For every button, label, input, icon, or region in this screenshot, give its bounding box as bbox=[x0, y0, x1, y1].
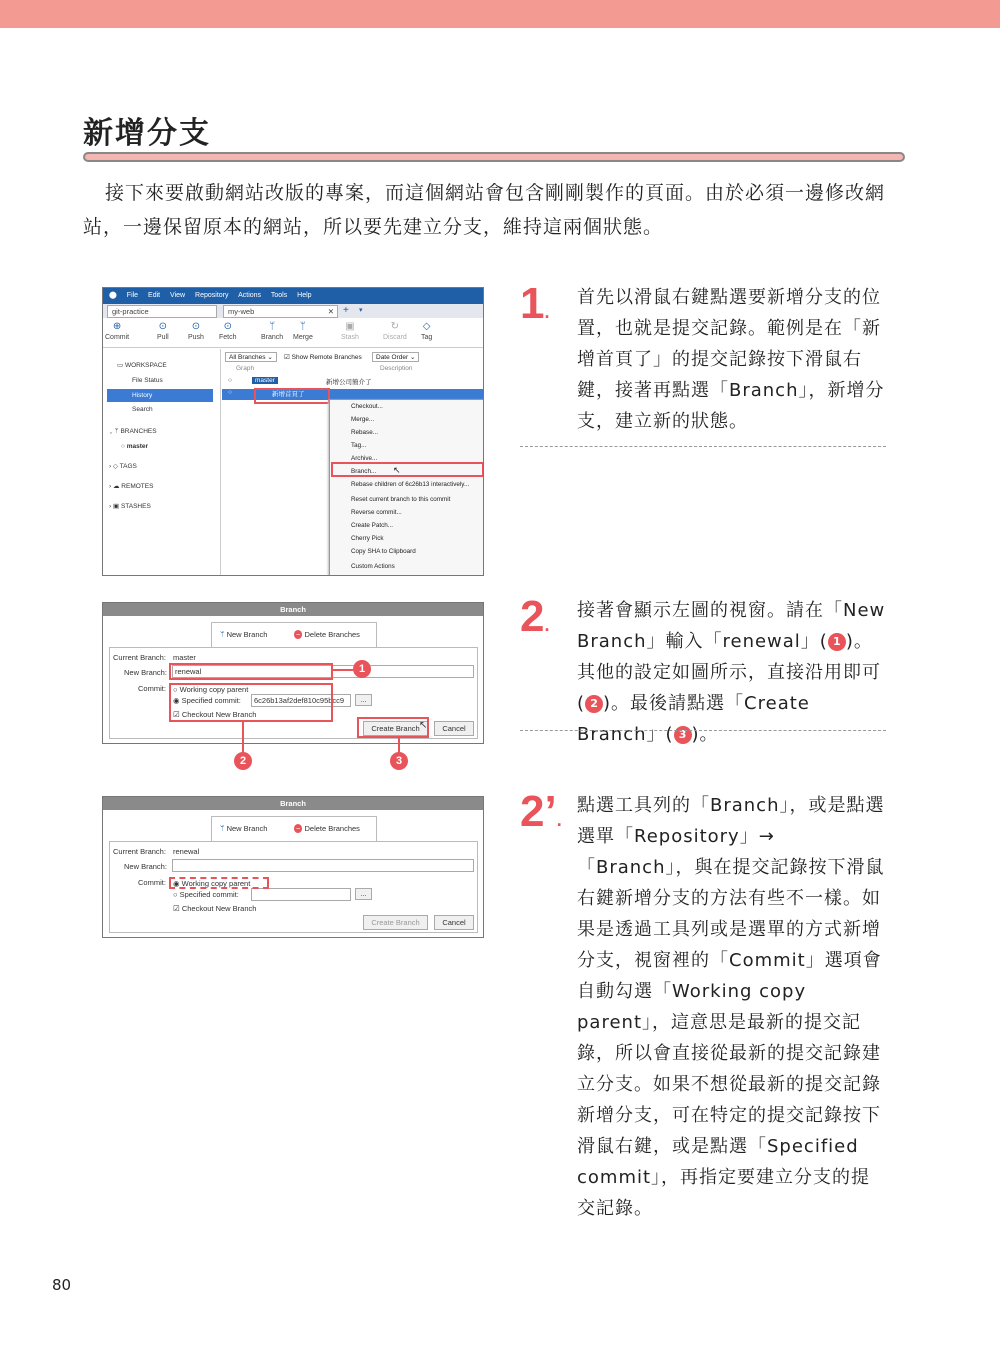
radio-specified-commit[interactable] bbox=[173, 890, 239, 899]
menu-item-create-patch[interactable]: Create Patch... bbox=[351, 522, 393, 529]
commit-sha-input[interactable] bbox=[251, 888, 351, 901]
chevron-down-icon: ⌄ bbox=[267, 354, 273, 361]
push-icon: ⊙ bbox=[191, 321, 201, 332]
radio-label: Specified commit: bbox=[181, 696, 241, 705]
sidebar-label: STASHES bbox=[120, 503, 151, 510]
menu-item-rebase[interactable]: Rebase... bbox=[351, 429, 378, 436]
callout-line bbox=[398, 738, 400, 752]
dialog-title: Branch bbox=[103, 797, 483, 810]
callout-1: 1 bbox=[353, 660, 371, 678]
menu-item-copy-sha[interactable]: Copy SHA to Clipboard bbox=[351, 548, 416, 555]
toolbar-label: Fetch bbox=[219, 334, 237, 341]
tab-git-practice[interactable]: git-practice bbox=[107, 305, 217, 318]
tab-new-branch[interactable] bbox=[220, 824, 267, 833]
browse-button[interactable]: ... bbox=[355, 694, 372, 706]
app-logo-icon: ⬤ bbox=[109, 292, 117, 299]
radio-icon: ○ bbox=[173, 685, 180, 694]
repo-tabs bbox=[103, 304, 483, 318]
highlight-working-copy-option bbox=[169, 877, 269, 889]
page-number: 80 bbox=[52, 1276, 72, 1294]
sidebar-label: WORKSPACE bbox=[124, 362, 167, 369]
sidebar-workspace[interactable] bbox=[117, 361, 167, 369]
menu-item-reverse[interactable]: Reverse commit... bbox=[351, 509, 402, 516]
commit-row[interactable]: 新增公司簡介了 bbox=[326, 379, 372, 386]
step-number bbox=[520, 279, 550, 334]
current-branch-value: master bbox=[173, 653, 196, 662]
step-text-part: )。 bbox=[691, 724, 719, 745]
column-description: Description bbox=[380, 365, 413, 372]
chevron-down-icon[interactable]: ▾ bbox=[359, 307, 363, 314]
step-text: 點選工具列的「Branch」，或是點選選單「Repository」→「Branch」，與在提交記錄按下滑鼠右鍵新增分支的方法有些不一樣。如果是透過工具列或是選單的方式新增分支，視窗裡的「Commit」選項會自動勾選「Working copy parent」，這意思是最新的提交記錄，所以會直接從最新的提交記錄建立分支。如果不想從最新的提交記錄新增分支，可在特定的提交記錄按下滑鼠右鍵，或是點選「Specified commit」，再指定要建立分支的提交記錄。 bbox=[577, 795, 885, 1219]
step-dot: . bbox=[544, 615, 550, 635]
minus-icon: − bbox=[296, 824, 301, 833]
sidebar-tags[interactable] bbox=[109, 462, 137, 470]
sidebar-item-file-status[interactable]: File Status bbox=[132, 377, 163, 384]
chevron-down-icon: ⌄ bbox=[409, 354, 416, 361]
checkbox-icon: ☑ bbox=[173, 904, 182, 913]
menu-tools[interactable]: Tools bbox=[270, 292, 288, 299]
chevron-down-icon: ⌄ bbox=[109, 428, 115, 435]
sidebar-branches[interactable] bbox=[109, 428, 157, 435]
sidebar-item-history[interactable]: History bbox=[132, 392, 153, 399]
discard-icon: ↻ bbox=[390, 321, 400, 332]
callout-2: 2 bbox=[234, 752, 252, 770]
tab-my-web[interactable] bbox=[223, 305, 338, 318]
current-branch-icon: ○ bbox=[121, 443, 127, 450]
menu-item-merge[interactable]: Merge... bbox=[351, 416, 375, 423]
pull-button[interactable] bbox=[157, 320, 169, 341]
commit-label: Commit: bbox=[138, 878, 166, 887]
checkbox-label: Checkout New Branch bbox=[181, 904, 257, 913]
dialog-body bbox=[109, 841, 478, 933]
tag-button[interactable] bbox=[421, 320, 432, 341]
branch-icon: ᛘ bbox=[269, 321, 276, 332]
divider bbox=[520, 730, 886, 731]
new-branch-input[interactable]: renewal bbox=[172, 665, 474, 678]
sidebar-stashes[interactable] bbox=[109, 502, 151, 510]
menu-item-rebase-children[interactable]: Rebase children of 6c26b13 interactively... bbox=[351, 481, 470, 488]
new-branch-label: New Branch: bbox=[124, 668, 167, 677]
step-text: 首先以滑鼠右鍵點選要新增分支的位置，也就是提交記錄。範例是在「新增首頁了」的提交記錄按下滑鼠右鍵，接著再點選「Branch」，新增分支，建立新的狀態。 bbox=[577, 287, 885, 432]
step-dot: . bbox=[544, 302, 550, 322]
tab-delete-branches[interactable] bbox=[294, 824, 360, 833]
branch-icon: ᛘ bbox=[220, 630, 227, 639]
fetch-icon: ⊙ bbox=[223, 321, 232, 332]
toolbar-label: Tag bbox=[421, 334, 433, 341]
stash-button[interactable] bbox=[341, 320, 359, 341]
chevron-right-icon: › bbox=[109, 483, 113, 490]
toolbar-label: Branch bbox=[261, 334, 284, 341]
all-branches-select[interactable] bbox=[225, 352, 277, 362]
minus-icon: − bbox=[296, 630, 301, 639]
highlight-new-branch-input bbox=[169, 663, 333, 680]
menu-item-branch[interactable]: Branch... bbox=[351, 468, 377, 475]
callout-badge-3: 3 bbox=[674, 726, 692, 744]
callout-line bbox=[331, 669, 353, 671]
dialog-tabs bbox=[211, 622, 377, 647]
menu-item-cherry-pick[interactable]: Cherry Pick bbox=[351, 535, 384, 542]
checkbox-icon: ☑ bbox=[173, 710, 182, 719]
highlight-selected-commit bbox=[254, 388, 330, 404]
toolbar-label: Stash bbox=[341, 334, 359, 341]
highlight-commit-options bbox=[169, 683, 333, 722]
push-button[interactable] bbox=[188, 320, 204, 341]
divider bbox=[520, 446, 886, 447]
step-number bbox=[520, 592, 550, 647]
master-branch-label: master bbox=[252, 377, 278, 384]
menu-file[interactable]: File bbox=[126, 292, 139, 299]
date-order-select[interactable] bbox=[372, 352, 419, 362]
commit-row[interactable]: 新增首頁了 bbox=[272, 391, 305, 398]
radio-selected-icon: ◉ bbox=[173, 696, 182, 705]
step-number-text: 2’ bbox=[520, 787, 557, 836]
tab-label: my-web bbox=[228, 307, 255, 316]
commit-button[interactable] bbox=[105, 320, 129, 341]
cancel-button[interactable]: Cancel bbox=[434, 915, 474, 930]
branch-icon: ᛘ bbox=[220, 824, 227, 833]
menu-item-archive[interactable]: Archive... bbox=[351, 455, 378, 462]
sidebar bbox=[103, 349, 221, 576]
tag-icon: ◇ bbox=[422, 321, 431, 332]
dialog-tabs bbox=[211, 816, 377, 841]
stash-icon: ▣ bbox=[345, 321, 355, 332]
menu-bar bbox=[103, 288, 483, 304]
callout-line bbox=[242, 722, 244, 752]
step-text-part: )。其他的設定如圖所示，直接沿用即可( bbox=[577, 631, 881, 714]
step-text-part: )。最後請點選「Create Branch」( bbox=[577, 693, 810, 745]
radio-label: Working copy parent bbox=[181, 879, 251, 888]
column-graph: Graph bbox=[236, 365, 255, 372]
radio-label: Working copy parent bbox=[179, 685, 249, 694]
checkbox-label: Show Remote Branches bbox=[291, 354, 362, 361]
step-text-part: 接著會顯示左圖的視窗。請在「New Branch」輸入「renewal」( bbox=[577, 600, 886, 652]
step-number-text: 2 bbox=[520, 592, 545, 641]
tab-label: Delete Branches bbox=[304, 630, 360, 639]
current-branch-value: renewal bbox=[173, 847, 200, 856]
cancel-button[interactable]: Cancel bbox=[434, 721, 474, 736]
chevron-right-icon: › bbox=[109, 463, 113, 470]
highlight-branch-menu-item bbox=[331, 462, 484, 477]
sourcetree-screenshot bbox=[102, 287, 484, 576]
context-menu bbox=[329, 399, 484, 576]
new-branch-label: New Branch: bbox=[124, 862, 167, 871]
toolbar-label: Push bbox=[188, 334, 204, 341]
commit-icon: ⊕ bbox=[112, 321, 122, 332]
toolbar bbox=[103, 318, 483, 348]
sidebar-label: BRANCHES bbox=[120, 428, 157, 435]
radio-selected-icon: ◉ bbox=[173, 879, 182, 888]
tab-label: Delete Branches bbox=[304, 824, 360, 833]
commit-node-icon: ○ bbox=[228, 377, 232, 384]
menu-item-custom-actions[interactable]: Custom Actions bbox=[351, 563, 395, 570]
toolbar-label: Commit bbox=[105, 334, 130, 341]
tab-label: New Branch bbox=[226, 630, 268, 639]
selected-row-highlight bbox=[107, 389, 213, 402]
close-icon[interactable]: ✕ bbox=[327, 307, 334, 316]
add-tab-icon[interactable]: + bbox=[343, 305, 349, 316]
toolbar-label: Pull bbox=[157, 334, 169, 341]
sidebar-item-master[interactable] bbox=[121, 443, 148, 450]
mouse-cursor-icon: ↖ bbox=[393, 465, 401, 475]
tab-label: New Branch bbox=[226, 824, 268, 833]
title-underline bbox=[83, 152, 905, 162]
merge-icon: ᛘ bbox=[299, 321, 306, 332]
mouse-cursor-icon: ↖ bbox=[419, 720, 428, 731]
monitor-icon: ▭ bbox=[117, 362, 125, 369]
cloud-icon: ☁ bbox=[112, 483, 122, 490]
sidebar-label: TAGS bbox=[119, 463, 137, 470]
menu-actions[interactable]: Actions bbox=[238, 292, 262, 299]
menu-item-reset[interactable]: Reset current branch to this commit bbox=[351, 496, 451, 503]
tag-icon: ◇ bbox=[112, 463, 120, 470]
menu-view[interactable]: View bbox=[170, 292, 186, 299]
current-branch-label: Current Branch: bbox=[113, 653, 166, 662]
sidebar-item-search[interactable]: Search bbox=[132, 406, 153, 413]
callout-badge-2: 2 bbox=[585, 695, 603, 713]
menu-repository[interactable]: Repository bbox=[195, 292, 229, 299]
top-color-bar bbox=[0, 0, 1000, 28]
page-title: 新增分支 bbox=[83, 116, 211, 151]
commit-node-icon: ○ bbox=[228, 389, 232, 396]
branch-icon: ᛘ bbox=[114, 428, 121, 435]
select-value: All Branches bbox=[229, 354, 266, 361]
sidebar-label: REMOTES bbox=[121, 483, 154, 490]
step-dot: . bbox=[556, 810, 562, 830]
merge-button[interactable] bbox=[293, 320, 313, 341]
checkout-checkbox[interactable] bbox=[173, 904, 256, 913]
checkbox-label: Checkout New Branch bbox=[181, 710, 257, 719]
checkbox-icon: ☑ bbox=[284, 354, 290, 361]
commit-sha-input[interactable]: 6c26b13af2def810c95bcc9 bbox=[251, 694, 351, 707]
step-text bbox=[577, 595, 889, 750]
discard-button[interactable] bbox=[383, 320, 407, 341]
sidebar-remotes[interactable] bbox=[109, 482, 153, 490]
create-branch-button[interactable]: Create Branch bbox=[363, 915, 428, 930]
branch-dialog-2 bbox=[102, 796, 484, 938]
radio-label: Specified commit: bbox=[179, 890, 239, 899]
callout-3: 3 bbox=[390, 752, 408, 770]
branch-dialog-1 bbox=[102, 602, 484, 744]
stash-icon: ▣ bbox=[112, 503, 121, 510]
menu-edit[interactable]: Edit bbox=[148, 292, 161, 299]
step-number bbox=[520, 787, 562, 842]
toolbar-label: Merge bbox=[293, 334, 313, 341]
branch-button[interactable] bbox=[261, 320, 283, 341]
current-branch-label: Current Branch: bbox=[113, 847, 166, 856]
commit-label: Commit: bbox=[138, 684, 166, 693]
intro-paragraph: 接下來要啟動網站改版的專案，而這個網站會包含剛剛製作的頁面。由於必須一邊修改網站，一邊保留原本的網站，所以要先建立分支，維持這兩個狀態。 bbox=[83, 182, 886, 238]
create-branch-button[interactable]: Create Branch bbox=[363, 721, 428, 736]
radio-icon: ○ bbox=[173, 890, 180, 899]
pull-icon: ⊙ bbox=[158, 321, 168, 332]
show-remote-checkbox[interactable] bbox=[284, 353, 362, 361]
tab-delete-branches[interactable] bbox=[294, 630, 360, 639]
sidebar-label: master bbox=[126, 443, 149, 450]
step-number-text: 1 bbox=[520, 279, 545, 328]
tab-new-branch[interactable] bbox=[220, 630, 267, 639]
chevron-right-icon: › bbox=[109, 503, 113, 510]
menu-item-tag[interactable]: Tag... bbox=[351, 442, 367, 449]
new-branch-input[interactable] bbox=[172, 859, 474, 872]
callout-badge-1: 1 bbox=[828, 633, 846, 651]
menu-item-checkout[interactable]: Checkout... bbox=[351, 403, 383, 410]
dialog-title: Branch bbox=[103, 603, 483, 616]
toolbar-label: Discard bbox=[383, 334, 407, 341]
fetch-button[interactable] bbox=[219, 320, 237, 341]
select-value: Date Order bbox=[376, 354, 409, 361]
menu-help[interactable]: Help bbox=[297, 292, 312, 299]
browse-button[interactable]: ... bbox=[355, 888, 372, 900]
